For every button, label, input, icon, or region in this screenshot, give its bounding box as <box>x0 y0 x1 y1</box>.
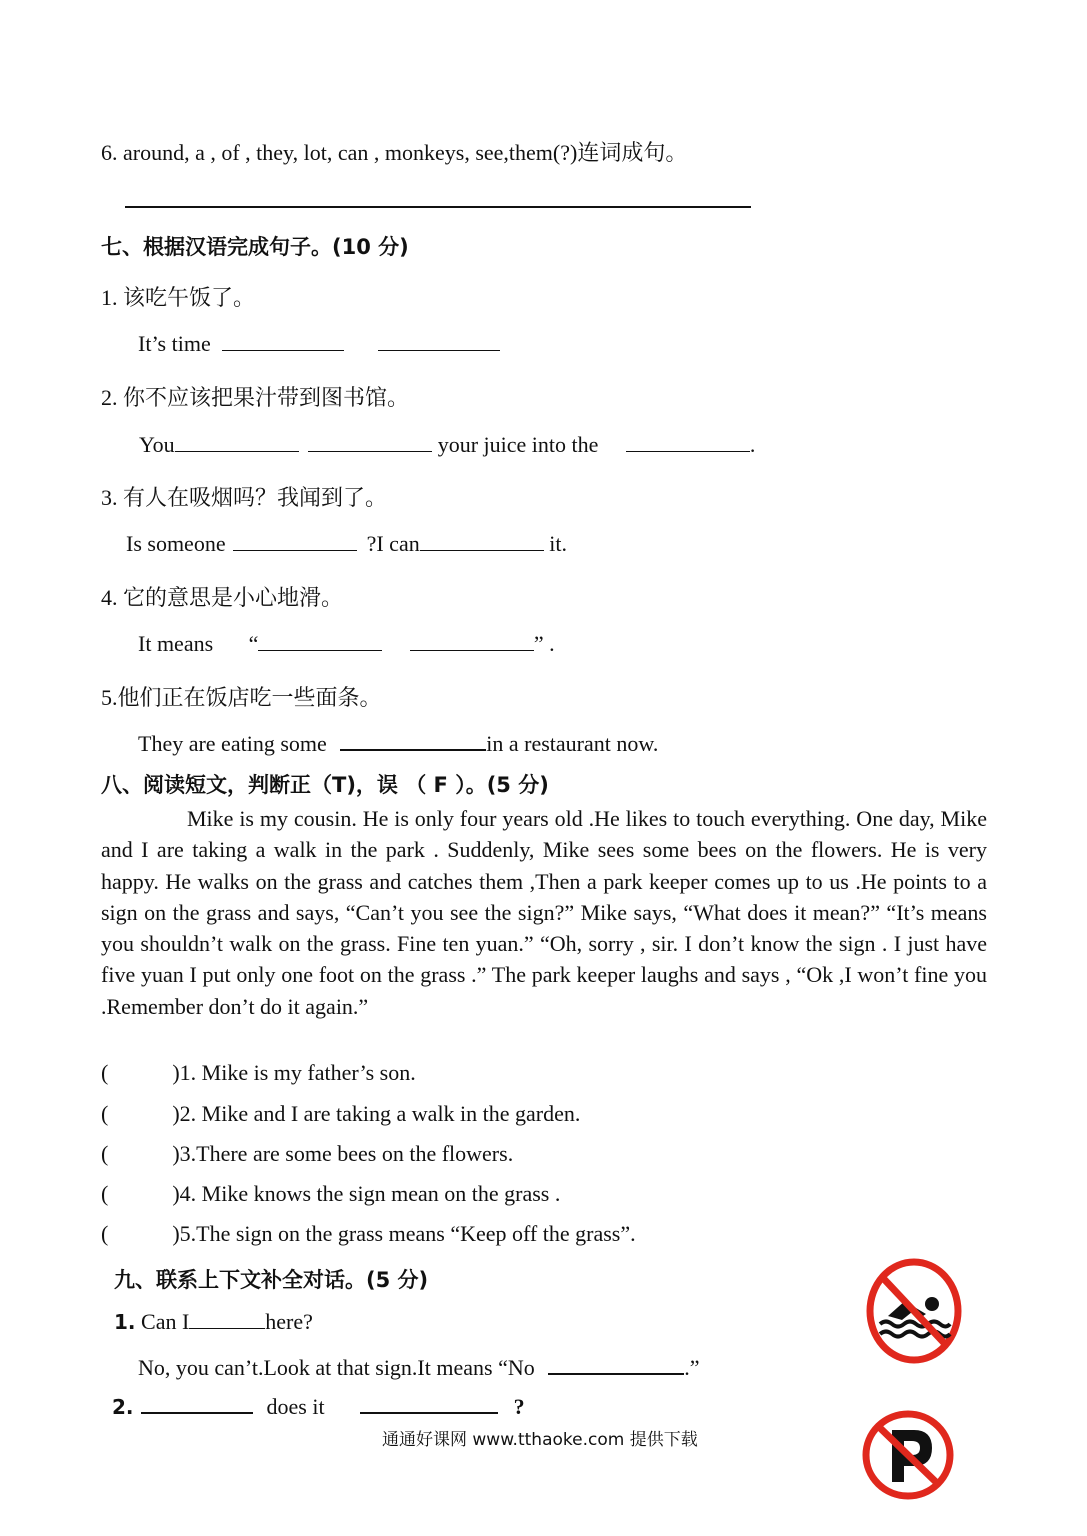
blank[interactable] <box>548 1372 684 1375</box>
dialog-1-answer <box>138 1355 700 1381</box>
q5-chinese: 5.他们正在饭店吃一些面条。 <box>101 685 382 710</box>
dialog-1-prompt-a: Can I <box>141 1309 190 1334</box>
q1-english <box>138 331 500 357</box>
q3-prompt-c: it. <box>549 531 567 556</box>
q1-chinese: 1. 该吃午饭了。 <box>101 285 256 310</box>
bracket: ( <box>101 1141 109 1166</box>
bracket: ( <box>101 1060 109 1085</box>
tf-item-3 <box>101 1141 513 1167</box>
dialog-1-question <box>114 1309 313 1335</box>
dialog-2-prompt-a: does it <box>266 1394 325 1419</box>
dialog-1-answer-text: No, you can’t.Look at that sign.It means “No <box>138 1355 535 1380</box>
dialog-1-prompt-b: here? <box>265 1309 313 1334</box>
item-number: 2. <box>112 1395 134 1419</box>
answer-line-6[interactable] <box>125 206 751 208</box>
question-mark: ? <box>513 1394 525 1419</box>
q2-chinese: 2. 你不应该把果汁带到图书馆。 <box>101 385 410 410</box>
tf-statement: )4. Mike knows the sign mean on the grass . <box>172 1181 561 1206</box>
no-swimming-sign-icon <box>866 1258 962 1364</box>
blank[interactable] <box>378 349 500 351</box>
reading-passage <box>101 803 987 1053</box>
blank[interactable] <box>233 549 357 551</box>
tf-statement: )1. Mike is my father’s son. <box>172 1060 416 1085</box>
q1-prompt: It’s time <box>138 331 211 356</box>
dialog-2-question <box>112 1394 525 1420</box>
tf-statement: )2. Mike and I are taking a walk in the garden. <box>172 1101 581 1126</box>
bracket: ( <box>101 1101 109 1126</box>
q5-prompt-a: They are eating some <box>138 731 327 756</box>
blank[interactable] <box>222 349 344 351</box>
q5-english <box>138 731 658 757</box>
blank[interactable] <box>258 649 382 651</box>
section-7-heading: 七、根据汉语完成句子。(10 分) <box>101 235 409 259</box>
q3-prompt-b: ?I can <box>366 531 420 556</box>
blank[interactable] <box>141 1411 253 1414</box>
open-quote: “ <box>248 631 259 656</box>
blank[interactable] <box>410 649 534 651</box>
q2-prompt-a: You <box>139 432 175 457</box>
bracket: ( <box>101 1221 109 1246</box>
blank[interactable] <box>340 748 486 751</box>
blank[interactable] <box>420 549 544 551</box>
passage-text: Mike is my cousin. He is only four years old .He likes to touch everything. One day, Mike and I are taking a walk in the park . Suddenly, Mike sees some bees on the flowers. He is very happy. He walks on the grass and catches them ,Then a park keeper comes up to us .He points to a sign on the grass and says, “Can’t you see the sign?” Mike says, “What does it mean?” “It’s means you shouldn’t walk on the grass. Fine ten yuan.” “Oh, sorry , sir. I don’t know the sign . I just have five yuan I put only one foot on the grass .” The park keeper laughs and says , “Ok ,I won’t fine you .Remember don’t do it again.” <box>101 806 987 1019</box>
close-quote: ” . <box>533 631 555 656</box>
tf-item-2 <box>101 1101 580 1127</box>
q3-prompt-a: Is someone <box>126 531 226 556</box>
q3-english <box>126 531 567 557</box>
dialog-1-answer-end: .” <box>684 1355 700 1380</box>
q2-english <box>139 432 755 458</box>
q5-prompt-b: in a restaurant now. <box>486 731 659 756</box>
tf-item-5 <box>101 1221 636 1247</box>
bracket: ( <box>101 1181 109 1206</box>
blank[interactable] <box>175 450 299 452</box>
footer-credit: 通通好课网 www.tthaoke.com 提供下载 <box>382 1430 698 1450</box>
blank[interactable] <box>360 1411 498 1414</box>
q4-chinese: 4. 它的意思是小心地滑。 <box>101 585 344 610</box>
tf-statement: )3.There are some bees on the flowers. <box>172 1141 514 1166</box>
item-number: 1. <box>114 1310 136 1334</box>
blank[interactable] <box>189 1327 265 1329</box>
q2-prompt-b: your juice into the <box>437 432 599 457</box>
blank[interactable] <box>626 450 750 452</box>
blank[interactable] <box>308 450 432 452</box>
q2-prompt-c: . <box>749 432 756 457</box>
tf-item-1 <box>101 1060 416 1086</box>
section-8-heading: 八、阅读短文，判断正（T)，误 （ F ）。(5 分) <box>101 773 549 797</box>
q4-english <box>138 631 555 657</box>
tf-statement: )5.The sign on the grass means “Keep off the grass”. <box>172 1221 636 1246</box>
q3-chinese: 3. 有人在吸烟吗？我闻到了。 <box>101 485 388 510</box>
tf-item-4 <box>101 1181 560 1207</box>
no-parking-sign-icon <box>862 1410 954 1500</box>
section-9-heading: 九、联系上下文补全对话。(5 分) <box>114 1268 429 1292</box>
question-6: 6. around, a , of , they, lot, can , monkeys, see,them(?)连词成句。 <box>101 140 688 165</box>
q4-prompt-a: It means <box>138 631 214 656</box>
